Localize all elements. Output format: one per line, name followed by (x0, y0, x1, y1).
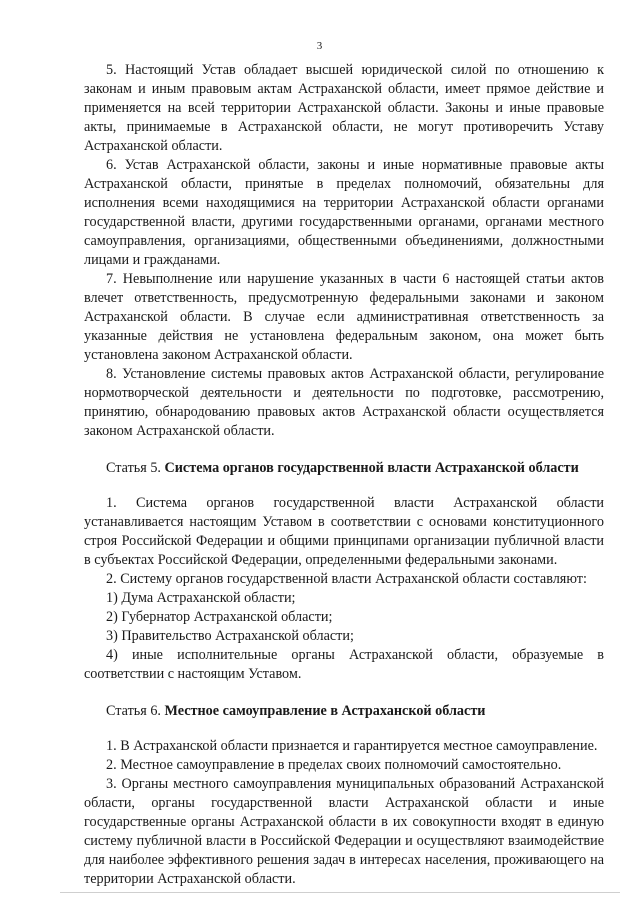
article5-label: Статья 5. (106, 460, 161, 476)
article6-title: Местное самоуправление в Астраханской области (164, 703, 486, 719)
article5-list-item-3: 3) Правительство Астраханской области; (106, 628, 354, 644)
article5-list-item-1: 1) Дума Астраханской области; (106, 590, 296, 606)
article6-part-2: 2. Местное самоуправление в пределах своих полномочий самостоятельно. (106, 757, 562, 773)
article6-part-1: 1. В Астраханской области признается и гарантируется местное самоуправление. (106, 738, 598, 754)
document-body (84, 61, 604, 889)
article4-part-8: 8. Установление системы правовых актов Астраханской области, регулирование нормотворческой деятельности и деятельности по подготовке, рассмотрению, принятию, обнародованию правовых актов Астраханской области осуществляется законом Астраханской области. (84, 366, 604, 439)
article4-part-7: 7. Невыполнение или нарушение указанных в части 6 настоящей статьи актов влечет ответственность, предусмотренную федеральными законами и законом Астраханской области. В случае если административная ответственность за указанные действия не установлена федеральным законом, она может быть установлена законом Астраханской области. (84, 271, 604, 363)
article6-label: Статья 6. (106, 703, 161, 719)
article4-part-6: 6. Устав Астраханской области, законы и иные нормативные правовые акты Астраханской области, принятые в пределах полномочий, обязательны для исполнения всеми находящимися на территории Астраханской области органами государственной власти, другими государственными органами, органами местного самоуправления, организациями, общественными объединениями, должностными лицами и гражданами. (84, 157, 604, 268)
article4-part-5: 5. Настоящий Устав обладает высшей юридической силой по отношению к законам и иным правовым актам Астраханской области, имеет прямое действие и применяется на всей территории Астраханской области. Законы и иные правовые акты, принимаемые в Астраханской области, не могут противоречить Уставу Астраханской области. (84, 62, 604, 154)
page-bottom-edge (60, 892, 620, 893)
article5-heading (84, 458, 604, 478)
article5-title: Система органов государственной власти Астраханской области (164, 460, 579, 476)
article5-part-2: 2. Систему органов государственной власти Астраханской области составляют: (106, 571, 587, 587)
article5-list-item-4: 4) иные исполнительные органы Астраханской области, образуемые в соответствии с настоящим Уставом. (84, 647, 604, 682)
article5-list-item-2: 2) Губернатор Астраханской области; (106, 609, 333, 625)
article6-heading (84, 701, 604, 721)
article5-part-1: 1. Система органов государственной власти Астраханской области устанавливается настоящим Уставом в соответствии с основами конституционного строя Российской Федерации и общими принципами организации публичной власти в субъектах Российской Федерации, определенными федеральными законами. (84, 495, 604, 568)
article6-part-3: 3. Органы местного самоуправления муниципальных образований Астраханской области, органы государственной власти Астраханской области и иные государственные органы Астраханской области в их совокупности входят в единую систему публичной власти в Российской Федерации и осуществляют взаимодействие для наиболее эффективного решения задач в интересах населения, проживающего на территории Астраханской области. (84, 776, 604, 887)
page-number: 3 (316, 40, 323, 52)
